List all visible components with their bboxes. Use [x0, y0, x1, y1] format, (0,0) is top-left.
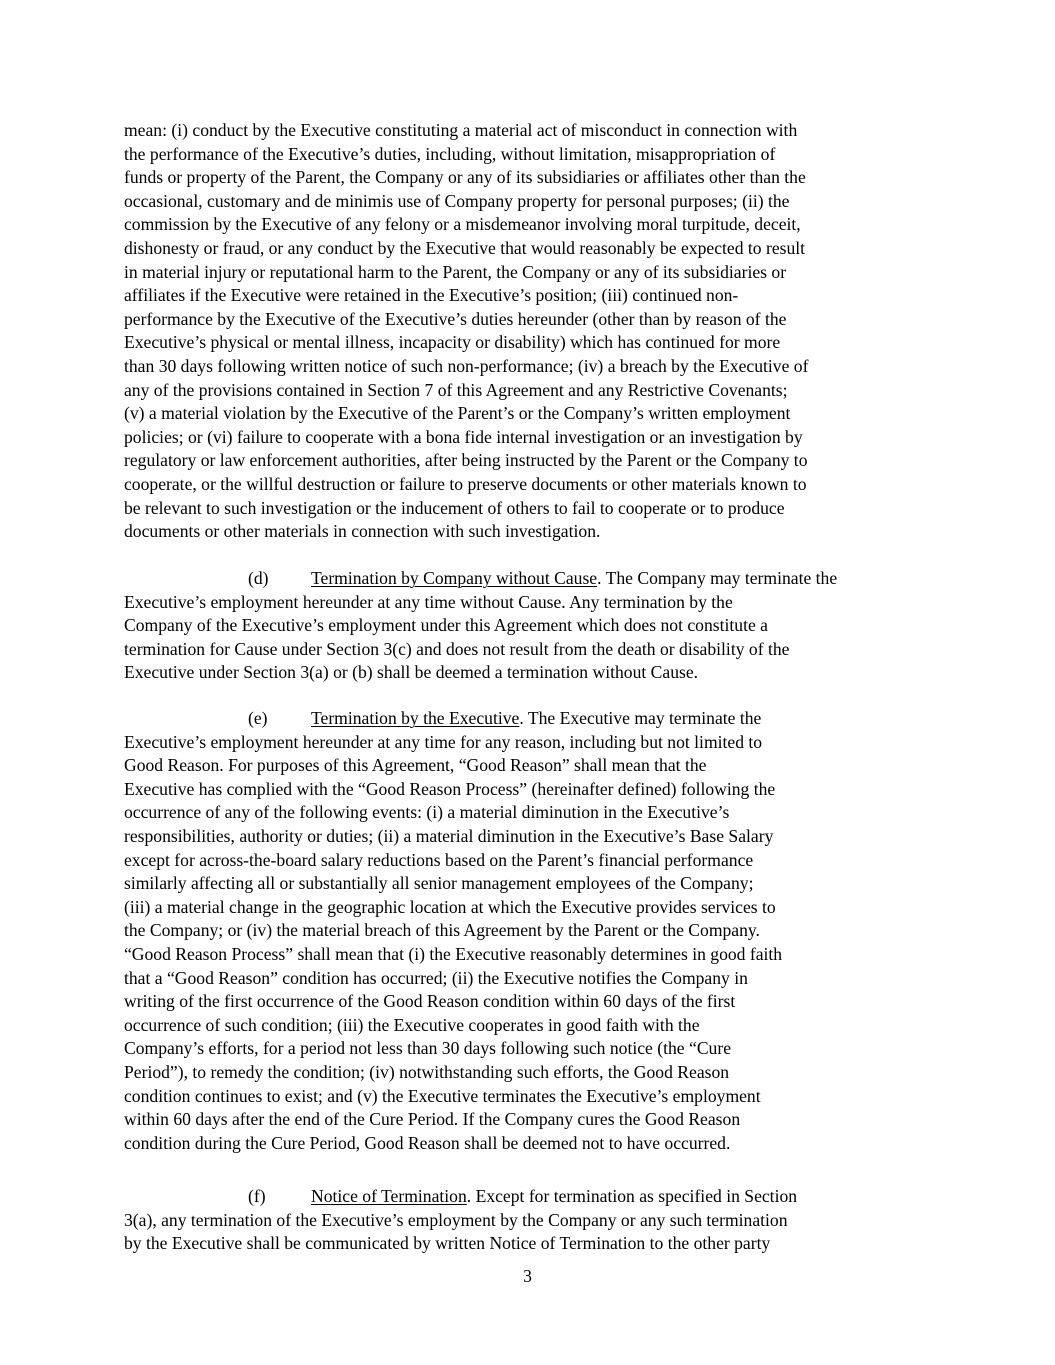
text-line: occasional, customary and de minimis use of Company property for personal purposes; (ii) the: [124, 190, 790, 211]
text-line: the performance of the Executive’s duties, including, without limitation, misappropriation of: [124, 143, 776, 164]
paragraph-f-notice-of-termination: [124, 1185, 944, 1256]
text-line: that a “Good Reason” condition has occurred; (ii) the Executive notifies the Company in: [124, 967, 748, 988]
text-line: be relevant to such investigation or the inducement of others to fail to cooperate or to produce: [124, 497, 785, 518]
text-line: by the Executive shall be communicated by written Notice of Termination to the other party: [124, 1233, 771, 1254]
text-line: policies; or (vi) failure to cooperate with a bona fide internal investigation or an investigation by: [124, 426, 803, 447]
paragraph-d-termination-without-cause: [124, 567, 944, 685]
text-line: documents or other materials in connection with such investigation.: [124, 521, 601, 542]
text-line: responsibilities, authority or duties; (ii) a material diminution in the Executive’s Base Salary: [124, 825, 774, 846]
text-line: cooperate, or the willful destruction or failure to preserve documents or other materials known to: [124, 473, 807, 494]
text-line: Period”), to remedy the condition; (iv) notwithstanding such efforts, the Good Reason: [124, 1061, 730, 1082]
text-line: Company of the Executive’s employment under this Agreement which does not constitute a: [124, 615, 768, 636]
paragraph-first-line: [124, 707, 944, 731]
text-line: 3(a), any termination of the Executive’s employment by the Company or any such termination: [124, 1209, 788, 1230]
text-line-rest: . The Company may terminate the: [597, 568, 838, 588]
text-line: termination for Cause under Section 3(c) and does not result from the death or disability of the: [124, 638, 790, 659]
text-line: any of the provisions contained in Section 7 of this Agreement and any Restrictive Covenants;: [124, 379, 788, 400]
text-line: Executive’s physical or mental illness, incapacity or disability) which has continued for more: [124, 332, 781, 353]
paragraph-e-termination-by-executive: [124, 707, 944, 1155]
text-line: occurrence of such condition; (iii) the Executive cooperates in good faith with the: [124, 1014, 700, 1035]
text-line: Company’s efforts, for a period not less than 30 days following such notice (the “Cure: [124, 1038, 732, 1059]
text-line: regulatory or law enforcement authorities, after being instructed by the Parent or the Company to: [124, 450, 808, 471]
text-line-rest: . Except for termination as specified in Section: [466, 1186, 798, 1206]
text-line: (iii) a material change in the geographic location at which the Executive provides services to: [124, 896, 776, 917]
text-line: the Company; or (iv) the material breach of this Agreement by the Parent or the Company.: [124, 920, 760, 941]
paragraph-first-line: [124, 1185, 944, 1209]
text-line: Good Reason. For purposes of this Agreement, “Good Reason” shall mean that the: [124, 755, 707, 776]
text-line: commission by the Executive of any felony or a misdemeanor involving moral turpitude, deceit,: [124, 214, 801, 235]
text-line: Executive’s employment hereunder at any time without Cause. Any termination by the: [124, 591, 733, 612]
text-line: occurrence of any of the following events: (i) a material diminution in the Executive’s: [124, 802, 730, 823]
text-line: Executive under Section 3(a) or (b) shall be deemed a termination without Cause.: [124, 662, 699, 683]
text-line: except for across-the-board salary reductions based on the Parent’s financial performance: [124, 849, 754, 870]
text-line: Executive has complied with the “Good Reason Process” (hereinafter defined) following the: [124, 778, 776, 799]
text-line: performance by the Executive of the Executive’s duties hereunder (other than by reason of the: [124, 308, 787, 329]
page-number: 3: [523, 1266, 532, 1286]
text-line-rest: . The Executive may terminate the: [519, 708, 762, 728]
section-number: (e): [248, 708, 268, 728]
text-line: similarly affecting all or substantially all senior management employees of the Company;: [124, 873, 754, 894]
section-number: (f): [248, 1186, 266, 1206]
text-line: within 60 days after the end of the Cure Period. If the Company cures the Good Reason: [124, 1109, 741, 1130]
section-number: (d): [248, 568, 269, 588]
text-line: dishonesty or fraud, or any conduct by the Executive that would reasonably be expected to result: [124, 237, 806, 258]
section-heading: Termination by the Executive: [311, 708, 520, 728]
text-line: in material injury or reputational harm to the Parent, the Company or any of its subsidiaries or: [124, 261, 787, 282]
section-heading: Termination by Company without Cause: [311, 568, 598, 588]
text-line: than 30 days following written notice of such non-performance; (iv) a breach by the Executive of: [124, 355, 809, 376]
section-heading: Notice of Termination: [311, 1186, 467, 1206]
text-line: (v) a material violation by the Executive of the Parent’s or the Company’s written employment: [124, 403, 791, 424]
text-line: “Good Reason Process” shall mean that (i) the Executive reasonably determines in good faith: [124, 943, 783, 964]
text-line: condition continues to exist; and (v) the Executive terminates the Executive’s employment: [124, 1085, 761, 1106]
text-line: condition during the Cure Period, Good Reason shall be deemed not to have occurred.: [124, 1132, 731, 1153]
text-line: funds or property of the Parent, the Company or any of its subsidiaries or affiliates other than the: [124, 167, 806, 188]
paragraph-c-cause-definition: [124, 119, 944, 544]
text-line: affiliates if the Executive were retained in the Executive’s position; (iii) continued non-: [124, 285, 739, 306]
text-line: mean: (i) conduct by the Executive constituting a material act of misconduct in connection with: [124, 120, 798, 140]
text-line: writing of the first occurrence of the Good Reason condition within 60 days of the first: [124, 991, 736, 1012]
text-line: Executive’s employment hereunder at any time for any reason, including but not limited to: [124, 731, 763, 752]
paragraph-first-line: [124, 567, 944, 591]
